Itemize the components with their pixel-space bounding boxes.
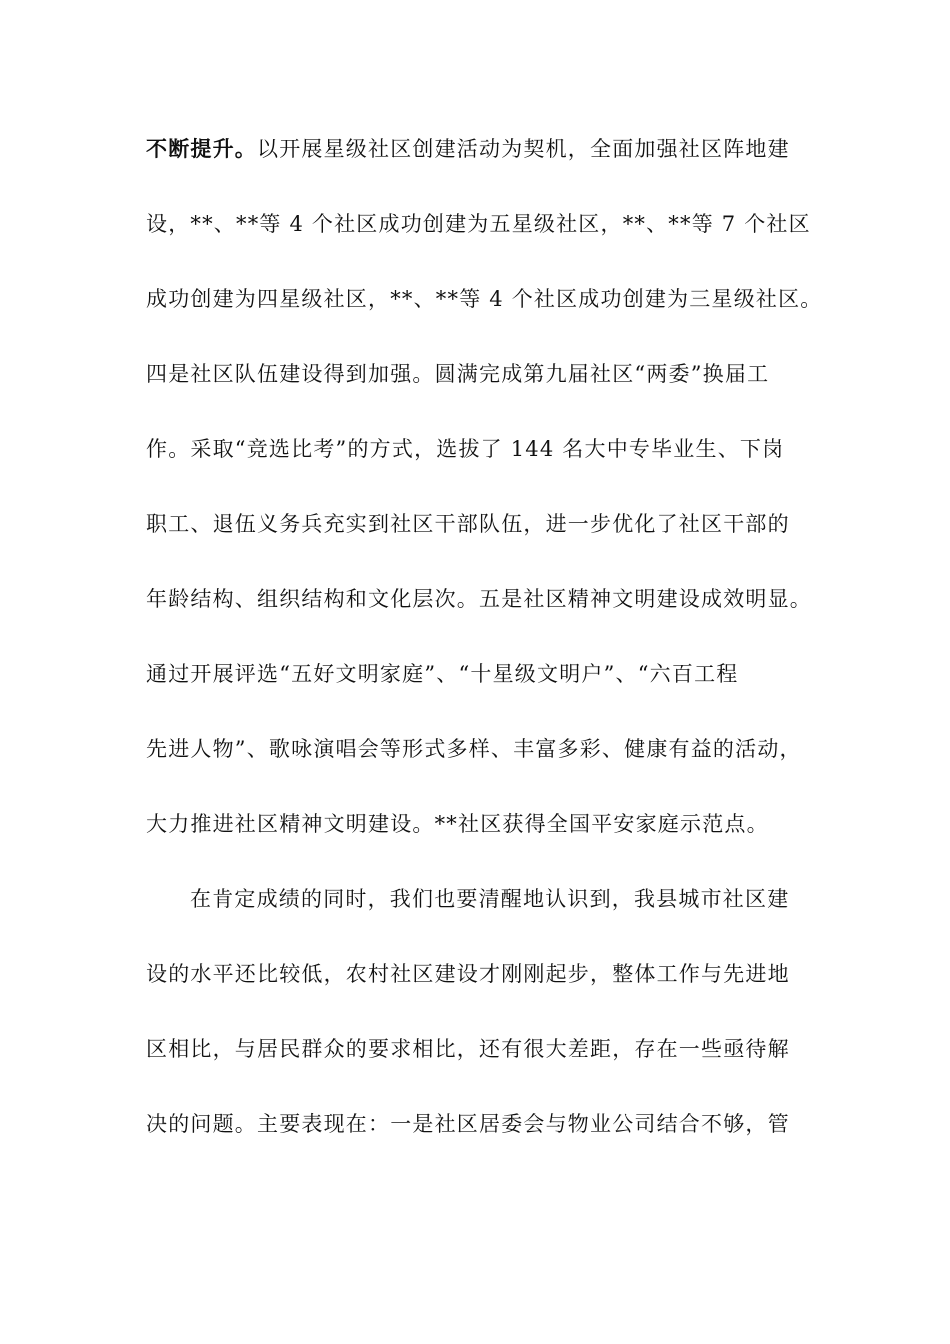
text-line: [146, 127, 806, 202]
text-line: 大力推进社区精神文明建设。**社区获得全国平安家庭示范点。: [146, 812, 769, 836]
text-line: 通过开展评选“五好文明家庭”、“十星级文明户”、“六百工程: [146, 662, 739, 686]
body-text: [146, 127, 823, 1177]
text-line: 先进人物”、歌咏演唱会等形式多样、丰富多彩、健康有益的活动，: [146, 737, 802, 761]
text-line: 职工、退伍义务兵充实到社区干部队伍，进一步优化了社区干部的: [146, 512, 790, 536]
text-line: 设，**、**等 4 个社区成功创建为五星级社区，**、**等 7 个社区: [146, 212, 811, 236]
text-line: 决的问题。主要表现在：一是社区居委会与物业公司结合不够，管: [146, 1112, 790, 1136]
text-line: 四是社区队伍建设得到加强。圆满完成第九届社区“两委”换届工: [146, 362, 770, 386]
text-line: 年龄结构、组织结构和文化层次。五是社区精神文明建设成效明显。: [146, 587, 812, 611]
bold-lead-text: 不断提升。: [146, 136, 257, 161]
text-line-content: 以开展星级社区创建活动为契机，全面加强社区阵地建: [257, 137, 790, 161]
paragraph-first-line: 在肯定成绩的同时，我们也要清醒地认识到，我县城市社区建: [190, 887, 790, 911]
text-line: 作。采取“竞选比考”的方式，选拔了 144 名大中专毕业生、下岗: [146, 437, 785, 461]
text-line: 成功创建为四星级社区，**、**等 4 个社区成功创建为三星级社区。: [146, 287, 823, 311]
text-line: 区相比，与居民群众的要求相比，还有很大差距，存在一些亟待解: [146, 1037, 790, 1061]
text-line: 设的水平还比较低，农村社区建设才刚刚起步，整体工作与先进地: [146, 962, 790, 986]
